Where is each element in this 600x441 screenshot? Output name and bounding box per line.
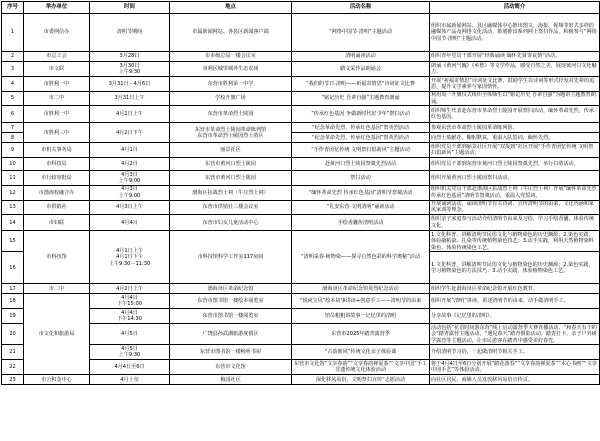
cell-time: 4月3日 上午9:00 bbox=[90, 185, 170, 200]
cell-unit: 市妇联 bbox=[24, 215, 90, 231]
table-row bbox=[2, 171, 600, 186]
cell-name: 渤海垦区革命纪念馆英烈纪念活动 bbox=[292, 284, 430, 294]
cell-unit: 市行政审批局 bbox=[24, 171, 90, 186]
cell-place: 学校升旗广场 bbox=[170, 91, 292, 106]
cell-time: 4月5日 bbox=[90, 324, 170, 345]
cell-place: 市科技馆科学工作室117房间 bbox=[170, 231, 292, 284]
cell-no: 18 bbox=[2, 294, 24, 309]
cell-intro: 组织党员干部到丽景社区开展“双报到”社区开展“手作青团忆传统 文明祭扫倡新风”主题活动。 bbox=[430, 143, 600, 158]
cell-unit: 市公积金中心 bbox=[24, 375, 90, 385]
cell-unit: 市二中 bbox=[24, 91, 90, 106]
cell-time: 4月2日上午 bbox=[90, 284, 170, 294]
cell-name: 东营市2025年踏青露营季 bbox=[292, 324, 430, 345]
cell-unit: 市供销社 bbox=[24, 200, 90, 215]
table-row bbox=[2, 62, 600, 77]
cell-time: 4月1日上午 4月1日下午 上午9:30－11:30 bbox=[90, 231, 170, 284]
table-row bbox=[2, 52, 600, 62]
cell-time: 4月3日上午 bbox=[90, 200, 170, 215]
cell-intro: 组织青年党员干部开展“经典诵读 缅怀先贤寄哀情”活动。 bbox=[430, 52, 600, 62]
cell-place: 东营市图书馆一楼畅听书屋 bbox=[170, 345, 292, 360]
cell-time: 4月2日 bbox=[90, 158, 170, 171]
cell-unit: 市总工会 bbox=[24, 52, 90, 62]
cell-no: 23 bbox=[2, 375, 24, 385]
cell-no: 1 bbox=[2, 14, 24, 52]
cell-name: 踏文采作品朗诵会 bbox=[292, 62, 430, 77]
table-row bbox=[2, 14, 600, 52]
table-row bbox=[2, 123, 600, 133]
table-row bbox=[2, 215, 600, 231]
cell-place: 渤海区抗战烈士祠（牛庄烈士祠） bbox=[170, 185, 292, 200]
cell-unit: 市科技局 bbox=[24, 158, 90, 171]
cell-name: 东营市文化馆“文享春韵”“文享春韵禅夏茶”“文享中国”手工非遗传统文化体验活动 bbox=[292, 360, 430, 375]
cell-intro: 组织开展“清明”讲读，讲述清明节的由来，动手做清明手工。 bbox=[430, 294, 600, 309]
cell-no: 13 bbox=[2, 200, 24, 215]
cell-no: 20 bbox=[2, 324, 24, 345]
cell-unit: 市文化和旅游局 bbox=[24, 294, 90, 375]
cell-place: 市本级总局一楼会议室 bbox=[170, 52, 292, 62]
cell-intro: 组织市属新闻网站、县区融媒体中心推出图文、海报、视频等形式多样的融媒体产品及网络文化活动，策划推出系列网上祭扫作品，积极参与“网络中国节·清明”主题活动。 bbox=[430, 14, 600, 52]
table-row bbox=[2, 324, 600, 345]
cell-name: “礼安东营·文明清明”诵读活动 bbox=[292, 200, 430, 215]
cell-time: 4月3日 上午9:00 bbox=[90, 171, 170, 186]
cell-time: 4月上旬 bbox=[90, 375, 170, 385]
cell-intro: 开展“祈福寄情思”诗词征文比赛，鼓励学生以诗词等形式抒发对先辈的追思，提升文学素养与家国情怀。 bbox=[430, 77, 600, 92]
cell-unit: 市胜利一中 bbox=[24, 106, 90, 123]
cell-name: “网络中国节·清明”主题活动 bbox=[292, 14, 430, 52]
cell-no: 10 bbox=[2, 158, 24, 171]
cell-name: 赴黄河口烈士陵园祭奠先烈活动 bbox=[292, 158, 430, 171]
cell-intro: 介绍清明节习俗，一起做清明节相关手工。 bbox=[430, 345, 600, 360]
header-intro: 活动简介 bbox=[430, 2, 600, 14]
cell-name: 清明诵读活动 bbox=[292, 52, 430, 62]
cell-name: 手绘香囊传清明活动 bbox=[292, 215, 430, 231]
cell-time: 4月1日 bbox=[90, 143, 170, 158]
cell-intro: 1.文化科普，讲解清明节民俗文化与植物染色的历史渊源；2.染色实践，体验敲拓染、扎染等传统植物染色技艺；3.动手实践，利用天然植物染料染色，体验传统染色工艺。 bbox=[430, 231, 600, 252]
cell-name: “纪念革命先烈，传承红色基因”祭英烈活动 bbox=[292, 133, 430, 143]
cell-intro: 分享故事《记忆里的清明》。 bbox=[430, 309, 600, 324]
cell-time: 4月4日至6日 bbox=[90, 360, 170, 375]
cell-time: 4月2日下午 bbox=[90, 123, 170, 143]
table-row bbox=[2, 375, 600, 385]
table-row bbox=[2, 158, 600, 171]
cell-no: 16 bbox=[2, 252, 24, 284]
cell-intro: 向社区居民、商铺人员发放移风易俗宣传页。 bbox=[430, 375, 600, 385]
cell-intro: 参观东营市革命烈士陵园革命陈列馆。 bbox=[430, 123, 600, 133]
cell-unit: 市委网信办 bbox=[24, 14, 90, 52]
cell-intro: 组织开展黄河口烈士陵园祭扫活动。 bbox=[430, 171, 600, 186]
cell-time: 4月1日上午 bbox=[90, 106, 170, 123]
cell-place: 东营市黄河口烈士陵园 bbox=[170, 171, 292, 186]
cell-place: 市属新闻网站、各县区新闻客户端 bbox=[170, 14, 292, 52]
cell-no: 11 bbox=[2, 171, 24, 186]
cell-name: “铭记历史 吾辈自强”主题教育朗诵 bbox=[292, 91, 430, 106]
cell-intro: 利用周一升旗仪式组织全体师生以“铭记历史 吾辈自强”为题讲主题教育朗诵。 bbox=[430, 91, 600, 106]
cell-intro: 向烈士墓献花、鞠躬默哀，重温入队誓词，缅怀先烈。 bbox=[430, 133, 600, 143]
cell-unit: 市胜利一中 bbox=[24, 77, 90, 92]
table-row bbox=[2, 143, 600, 158]
cell-intro: 活动包括“花语时间游东营”线上启动露营季大赛直播活动、“和春天有个约会”踏青露营主题活动、“遇见春天”踏青摄影活动、踏青打卡、亲子户外研学露营等主题活动，让市民游客在踏青中感受美好春光。 bbox=[430, 324, 600, 345]
cell-place: 东营市图书馆一楼阅览室 bbox=[170, 309, 292, 324]
cell-unit: 市二中 bbox=[24, 284, 90, 294]
table-row bbox=[2, 185, 600, 200]
cell-place: 东营市黄河口烈士陵园 bbox=[170, 158, 292, 171]
cell-no: 8 bbox=[2, 133, 24, 143]
table-row bbox=[2, 360, 600, 375]
cell-intro: 组织学生赴渤海垦区革命纪念馆开展红色教育。 bbox=[430, 284, 600, 294]
cell-name: “纪念革命先烈，传承红色基因”祭英烈活动 bbox=[292, 123, 430, 133]
cell-time: 4月4日 bbox=[90, 215, 170, 231]
cell-place: 东营市革命烈士陵园革命陈列馆 东营市革命烈士陵园烈士墓区 bbox=[170, 123, 292, 143]
cell-no: 22 bbox=[2, 360, 24, 375]
cell-no: 9 bbox=[2, 143, 24, 158]
header-time: 时间 bbox=[90, 2, 170, 14]
cell-unit: 市科技馆 bbox=[24, 231, 90, 284]
cell-no: 12 bbox=[2, 185, 24, 200]
cell-time: 3月31日上午 bbox=[90, 91, 170, 106]
header-no: 序号 bbox=[2, 2, 24, 14]
cell-no: 17 bbox=[2, 284, 24, 294]
cell-intro: 组织党员干部到东营市黄河口烈士陵园祭奠先烈，举行扫墓活动。 bbox=[430, 158, 600, 171]
cell-place: 广饶县孙武湖旅游度假区 bbox=[170, 324, 292, 345]
cell-no: 2 bbox=[2, 52, 24, 62]
table-row bbox=[2, 77, 600, 92]
cell-name: “传承红色基因 争做新时代好少年”祭扫活动 bbox=[292, 106, 430, 123]
cell-name: “古韵新风”传统文化亲子体验课 bbox=[292, 345, 430, 360]
cell-place: 梅园社区 bbox=[170, 375, 292, 385]
cell-unit: 市胜利三中 bbox=[24, 123, 90, 143]
table-row bbox=[2, 106, 600, 123]
cell-place: 东营市供销社三楼会议室 bbox=[170, 200, 292, 215]
cell-unit: 市渤海校融合办 bbox=[24, 185, 90, 200]
cell-unit: 市文联 bbox=[24, 62, 90, 77]
cell-place: 东营市革命烈士陵园 bbox=[170, 106, 292, 123]
cell-place: 东营市胜利第一中学 bbox=[170, 77, 292, 92]
header-place: 地点 bbox=[170, 2, 292, 14]
cell-place: 丽景社区 bbox=[170, 143, 292, 158]
cell-time: 3月28日 bbox=[90, 52, 170, 62]
cell-no: 21 bbox=[2, 345, 24, 360]
cell-no: 3 bbox=[2, 62, 24, 77]
cell-time: 4月4日 下午14:30 bbox=[90, 309, 170, 324]
cell-place: 垦利区城里城外生态农场 bbox=[170, 62, 292, 77]
table-row bbox=[2, 231, 600, 252]
header-row bbox=[2, 2, 600, 14]
table-row bbox=[2, 309, 600, 324]
cell-no: 5 bbox=[2, 91, 24, 106]
cell-no: 7 bbox=[2, 123, 24, 133]
header-name: 活动名称 bbox=[292, 2, 430, 14]
table-row bbox=[2, 91, 600, 106]
cell-no: 14 bbox=[2, 215, 24, 231]
cell-place: 东营市文化馆 bbox=[170, 360, 292, 375]
cell-name: “悦读宝贝”绘本故事讲读+创意手工——清明节的由来 bbox=[292, 294, 430, 309]
cell-name: 深化移风易俗，文明祭扫宣传”志愿活动 bbox=[292, 375, 430, 385]
cell-intro: 朗诵《黄河气魄》《乡愁》等文学作品，感受自然之美，展现黄河口文化魅力。 bbox=[430, 62, 600, 77]
cell-time: 3月31日－4月6日 bbox=[90, 77, 170, 92]
cell-time: 4月4日 下午15:00 bbox=[90, 294, 170, 309]
cell-name: 馆员粗粗讲故事一记忆里的清明 bbox=[292, 309, 430, 324]
cell-time: 4月5日 上午9:30 bbox=[90, 345, 170, 360]
header-unit: 举办单位 bbox=[24, 2, 90, 14]
cell-time: 清明节期间 bbox=[90, 14, 170, 52]
cell-no: 15 bbox=[2, 231, 24, 252]
cell-no: 6 bbox=[2, 106, 24, 123]
cell-intro: 将于4月4日至6日分别开展“踏花游春”“文享春韵禅夏茶”“木心书画”“文享中国手艺”等体验活动。 bbox=[430, 360, 600, 375]
cell-name: “清明采春·植物染——探寻自然色彩的科学奥秘”活动 bbox=[292, 231, 430, 284]
cell-name: “缅怀革命先烈 传承红色基因”清明节祭奠活动 bbox=[292, 185, 430, 200]
cell-intro: 1.文化科普，讲解清明节民俗文化与植物染色的历史渊源；2.染色实践，学习植物染色的方法技巧；3.动手实践，体验植物染色工艺。 bbox=[430, 252, 600, 284]
table-row bbox=[2, 345, 600, 360]
cell-intro: 组织师生代表赴东营市革命烈士陵园开展祭扫活动，缅怀革命先烈，传承红色基因。 bbox=[430, 106, 600, 123]
cell-intro: 开展诵读活动，诵读清明节有关诗词，宣传清明节的由来、文化内涵和家风家训等理念。 bbox=[430, 200, 600, 215]
cell-place: 渤海垦区革命纪念馆 bbox=[170, 284, 292, 294]
cell-intro: 组织机关党员干部赴渤海区抗战烈士祠（牛庄烈士祠）开展“缅怀革命先烈 传承红色基因”清明节祭奠活动，重温入党誓词。 bbox=[430, 185, 600, 200]
cell-no: 19 bbox=[2, 309, 24, 324]
cell-place: 东营市图书馆一楼绘本阅览室 bbox=[170, 294, 292, 309]
table-row bbox=[2, 284, 600, 294]
table-row bbox=[2, 294, 600, 309]
cell-name: “我们的节日·清明——祈福寄情思”诗词征文比赛 bbox=[292, 77, 430, 92]
cell-unit: 市机关事务局 bbox=[24, 143, 90, 158]
cell-name: 祭扫活动 bbox=[292, 171, 430, 186]
table-row bbox=[2, 200, 600, 215]
cell-no: 4 bbox=[2, 77, 24, 92]
cell-name: “手作青团忆传统 文明祭扫倡新风”主题活动 bbox=[292, 143, 430, 158]
cell-intro: 组织亲子家庭参与活动介绍清明节由来及习俗，学习手绘香囊，体验传统文化。 bbox=[430, 215, 600, 231]
cell-place: 东营市妇女儿童活动中心 bbox=[170, 215, 292, 231]
cell-time: 3月30日 上午9:30 bbox=[90, 62, 170, 77]
activity-schedule-table bbox=[1, 1, 600, 385]
